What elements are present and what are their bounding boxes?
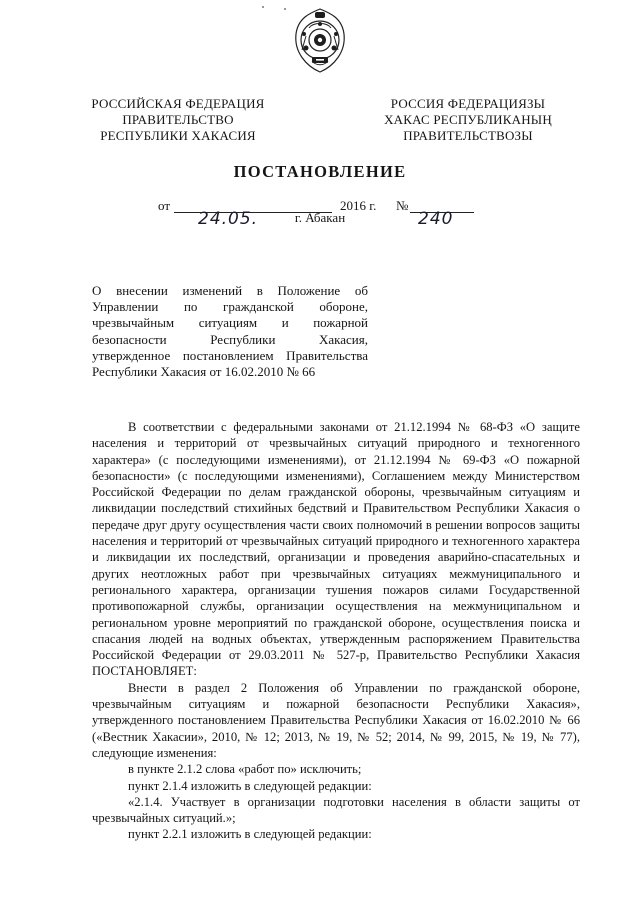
body-paragraph: Внести в раздел 2 Положения об Управлении по гражданской обороне, чрезвычайным ситуациям и пожарной безопасности Республики Хакасия», утвержденного постановлением Правительства Республики Хакасия от 16.02.2010 № 66 («Вестник Хакасии», 2010, № 12; 2013, № 19, № 52; 2014, № 99, 2015, № 19, № 77), следующие изменения: xyxy=(92,680,580,760)
header-right xyxy=(358,96,578,144)
scan-mark xyxy=(284,8,286,10)
scan-mark xyxy=(262,6,264,8)
body-paragraph: пункт 2.2.1 изложить в следующей редакции: xyxy=(128,827,372,842)
republic-emblem-icon xyxy=(290,6,350,76)
handwritten-number: 240 xyxy=(418,209,454,229)
number-label: № xyxy=(396,198,409,213)
body-paragraph: «2.1.4. Участвует в организации подготовки населения в области защиты от чрезвычайных ситуаций.»; xyxy=(92,794,580,826)
header-left xyxy=(68,96,288,144)
header-left-line: РОССИЙСКАЯ ФЕДЕРАЦИЯ xyxy=(91,96,265,111)
city-name: г. Абакан xyxy=(294,210,346,225)
handwritten-date: 24.05. xyxy=(198,209,259,229)
header-right-line: ПРАВИТЕЛЬСТВОЗЫ xyxy=(403,128,533,143)
body-paragraph: пункт 2.1.4 изложить в следующей редакции: xyxy=(128,778,372,793)
body-paragraph: в пункте 2.1.2 слова «работ по» исключить; xyxy=(128,762,362,777)
document-body xyxy=(92,419,580,843)
header-left-line: ПРАВИТЕЛЬСТВО xyxy=(122,112,234,127)
body-paragraph: В соответствии с федеральными законами от 21.12.1994 № 68-ФЗ «О защите населения и территорий от чрезвычайных ситуаций природного и техногенного характера» (с последующими изменениями), от 21.12.1994 № 69-ФЗ «О пожарной безопасности» (с последующими изменениями), Соглашением между Министерством Российской Федерации по делам гражданской обороны, чрезвычайным ситуациям и ликвидации последствий стихийных бедствий и Правительством Республики Хакасия о передаче друг другу осуществления части своих полномочий в решении вопросов защиты населения и территорий от чрезвычайных ситуаций природного и техногенного характера и ликвидации их последствий, организации и проведения аварийно-спасательных и других неотложных работ при чрезвычайных ситуациях межмуниципального и регионального характера, организации тушения пожаров силами Государственной противопожарной службы, организации осуществления на межмуниципальном и региональном уровне мероприятий по гражданской обороне, осуществления поиска и спасания людей на водных объектах, утвержденным распоряжением Правительства Российской Федерации от 29.03.2011 № 527-р, Правительство Республики Хакасия ПОСТАНОВЛЯЕТ: xyxy=(92,420,580,679)
header-right-line: РОССИЯ ФЕДЕРАЦИЯЗЫ xyxy=(390,96,546,111)
header-left-line: РЕСПУБЛИКИ ХАКАСИЯ xyxy=(100,128,256,143)
header-right-line: ХАКАС РЕСПУБЛИКАНЫҢ xyxy=(384,112,552,127)
year-text: 2016 г. xyxy=(340,198,377,213)
document-title: ПОСТАНОВЛЕНИЕ xyxy=(233,162,407,181)
subject-block: О внесении изменений в Положение об Управлении по гражданской обороне, чрезвычайным ситуациям и пожарной безопасности Республики Хакасия, утвержденное постановлением Правительства Республики Хакасия от 16.02.2010 № 66 xyxy=(92,283,368,380)
date-prefix: от xyxy=(158,198,171,213)
